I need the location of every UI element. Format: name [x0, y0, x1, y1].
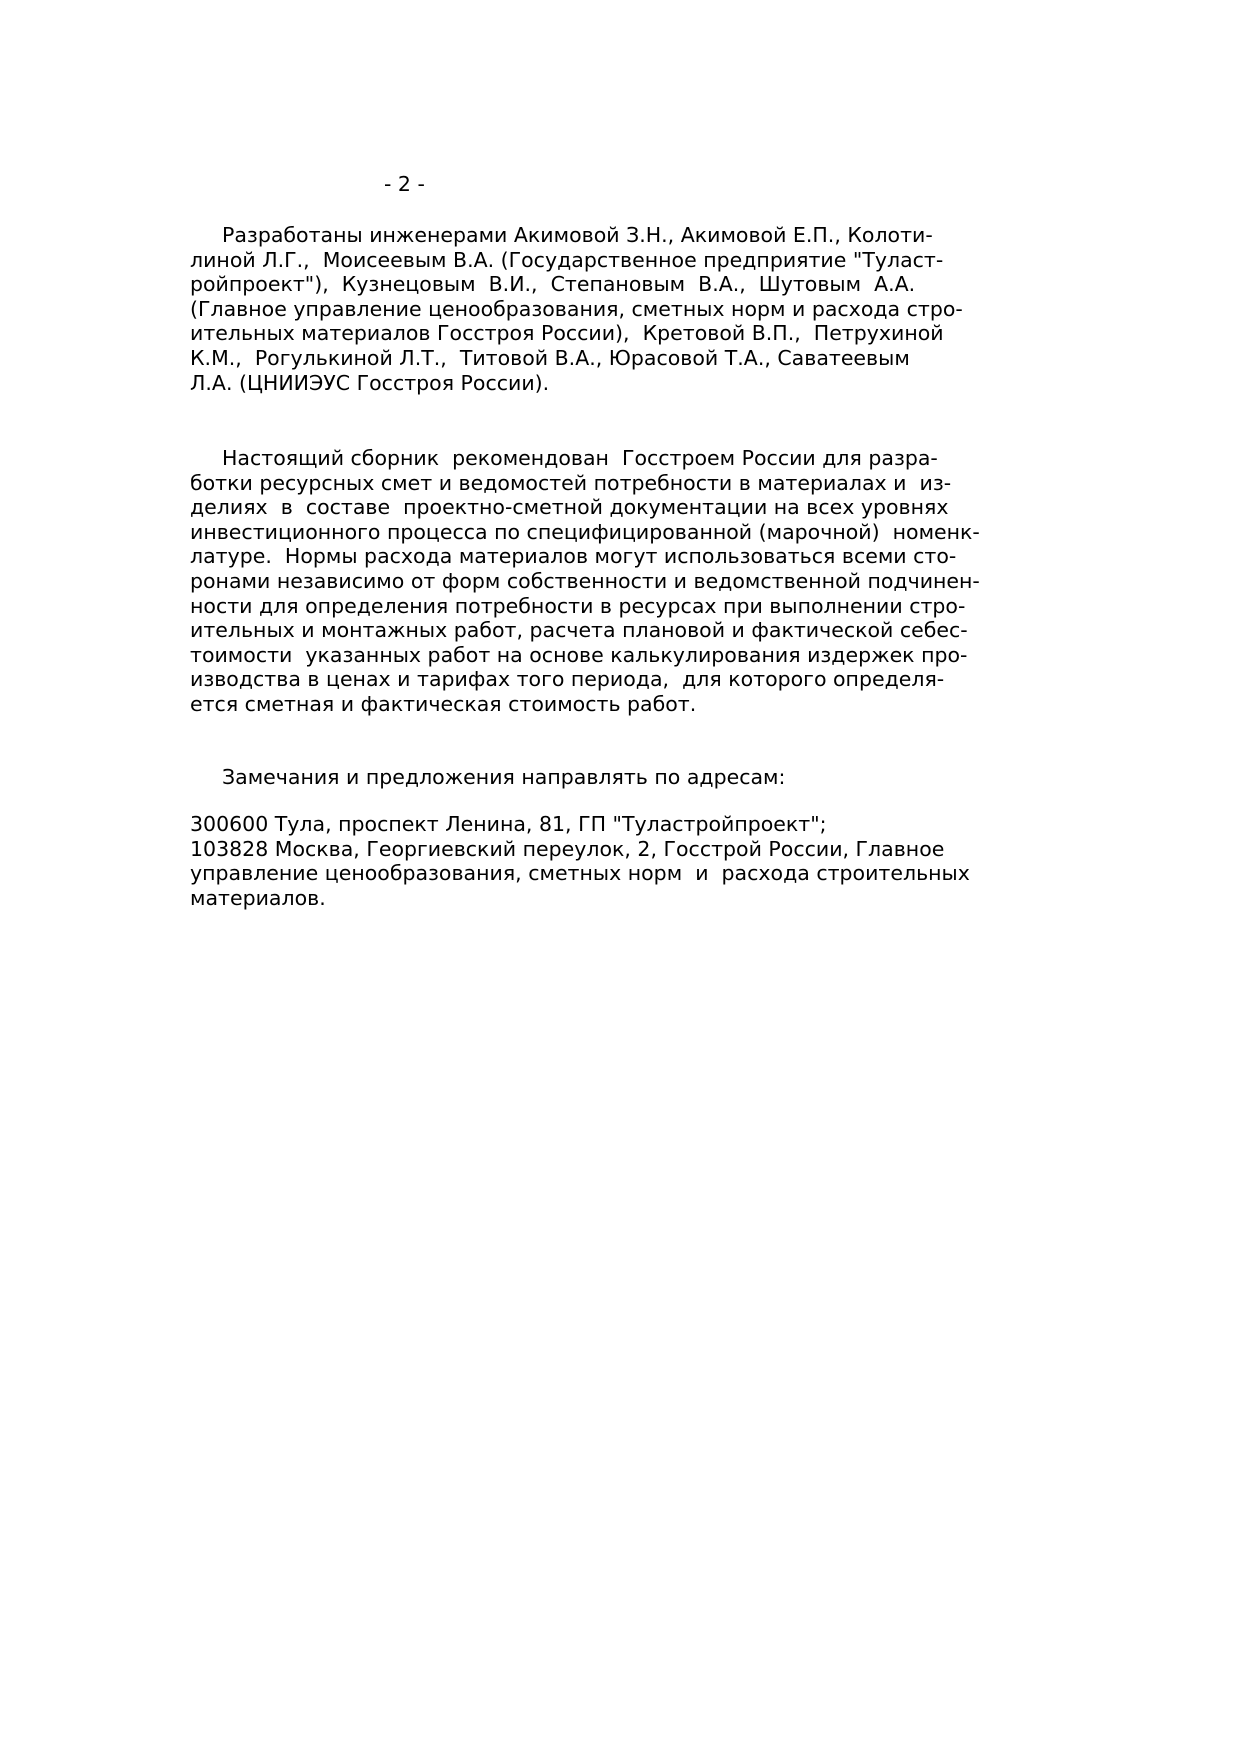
- text-line: изводства в ценах и тарифах того периода, для которого определя-: [190, 667, 945, 692]
- text-line: латуре. Нормы расхода материалов могут использоваться всеми сто-: [190, 544, 957, 569]
- text-line: ительных и монтажных работ, расчета плановой и фактической себес-: [190, 618, 968, 643]
- addresses-block: [190, 812, 1020, 910]
- address-line: материалов.: [190, 885, 326, 910]
- text-line: Л.А. (ЦНИИЭУС Госстроя России).: [190, 370, 550, 395]
- purpose-paragraph: [190, 446, 1020, 717]
- address-line: 103828 Москва, Георгиевский переулок, 2, Госстрой России, Главное: [190, 836, 945, 861]
- text-line: ется сметная и фактическая стоимость работ.: [190, 691, 697, 716]
- text-line: делиях в составе проектно-сметной документации на всех уровнях: [190, 495, 949, 520]
- remarks-heading-block: [190, 765, 1020, 790]
- text-line: К.М., Рогулькиной Л.Т., Титовой В.А., Юрасовой Т.А., Саватеевым: [190, 345, 910, 370]
- text-line: инвестиционного процесса по специфицированной (марочной) номенк-: [190, 519, 980, 544]
- text-line: ронами независимо от форм собственности и ведомственной подчинен-: [190, 568, 980, 593]
- text-line: Настоящий сборник рекомендован Госстроем России для разра-: [222, 446, 938, 470]
- text-line: ительных материалов Госстроя России), Кретовой В.П., Петрухиной: [190, 321, 944, 346]
- address-line: 300600 Тула, проспект Ленина, 81, ГП "Туластройпроект";: [190, 812, 827, 836]
- text-line: Разработаны инженерами Акимовой З.Н., Акимовой Е.П., Колоти-: [222, 223, 933, 247]
- page-number: - 2 -: [384, 172, 425, 196]
- authors-paragraph: [190, 223, 1020, 395]
- text-line: (Главное управление ценообразования, сметных норм и расхода стро-: [190, 296, 963, 321]
- text-line: ности для определения потребности в ресурсах при выполнении стро-: [190, 593, 966, 618]
- text-line: ройпроект"), Кузнецовым В.И., Степановым В.А., Шутовым А.А.: [190, 272, 916, 297]
- text-line: ботки ресурсных смет и ведомостей потребности в материалах и из-: [190, 470, 952, 495]
- remarks-heading: Замечания и предложения направлять по адресам:: [222, 765, 786, 789]
- text-line: тоимости указанных работ на основе калькулирования издержек про-: [190, 642, 968, 667]
- text-line: линой Л.Г., Моисеевым В.А. (Государственное предприятие "Туласт-: [190, 247, 944, 272]
- address-line: управление ценообразования, сметных норм и расхода строительных: [190, 861, 970, 886]
